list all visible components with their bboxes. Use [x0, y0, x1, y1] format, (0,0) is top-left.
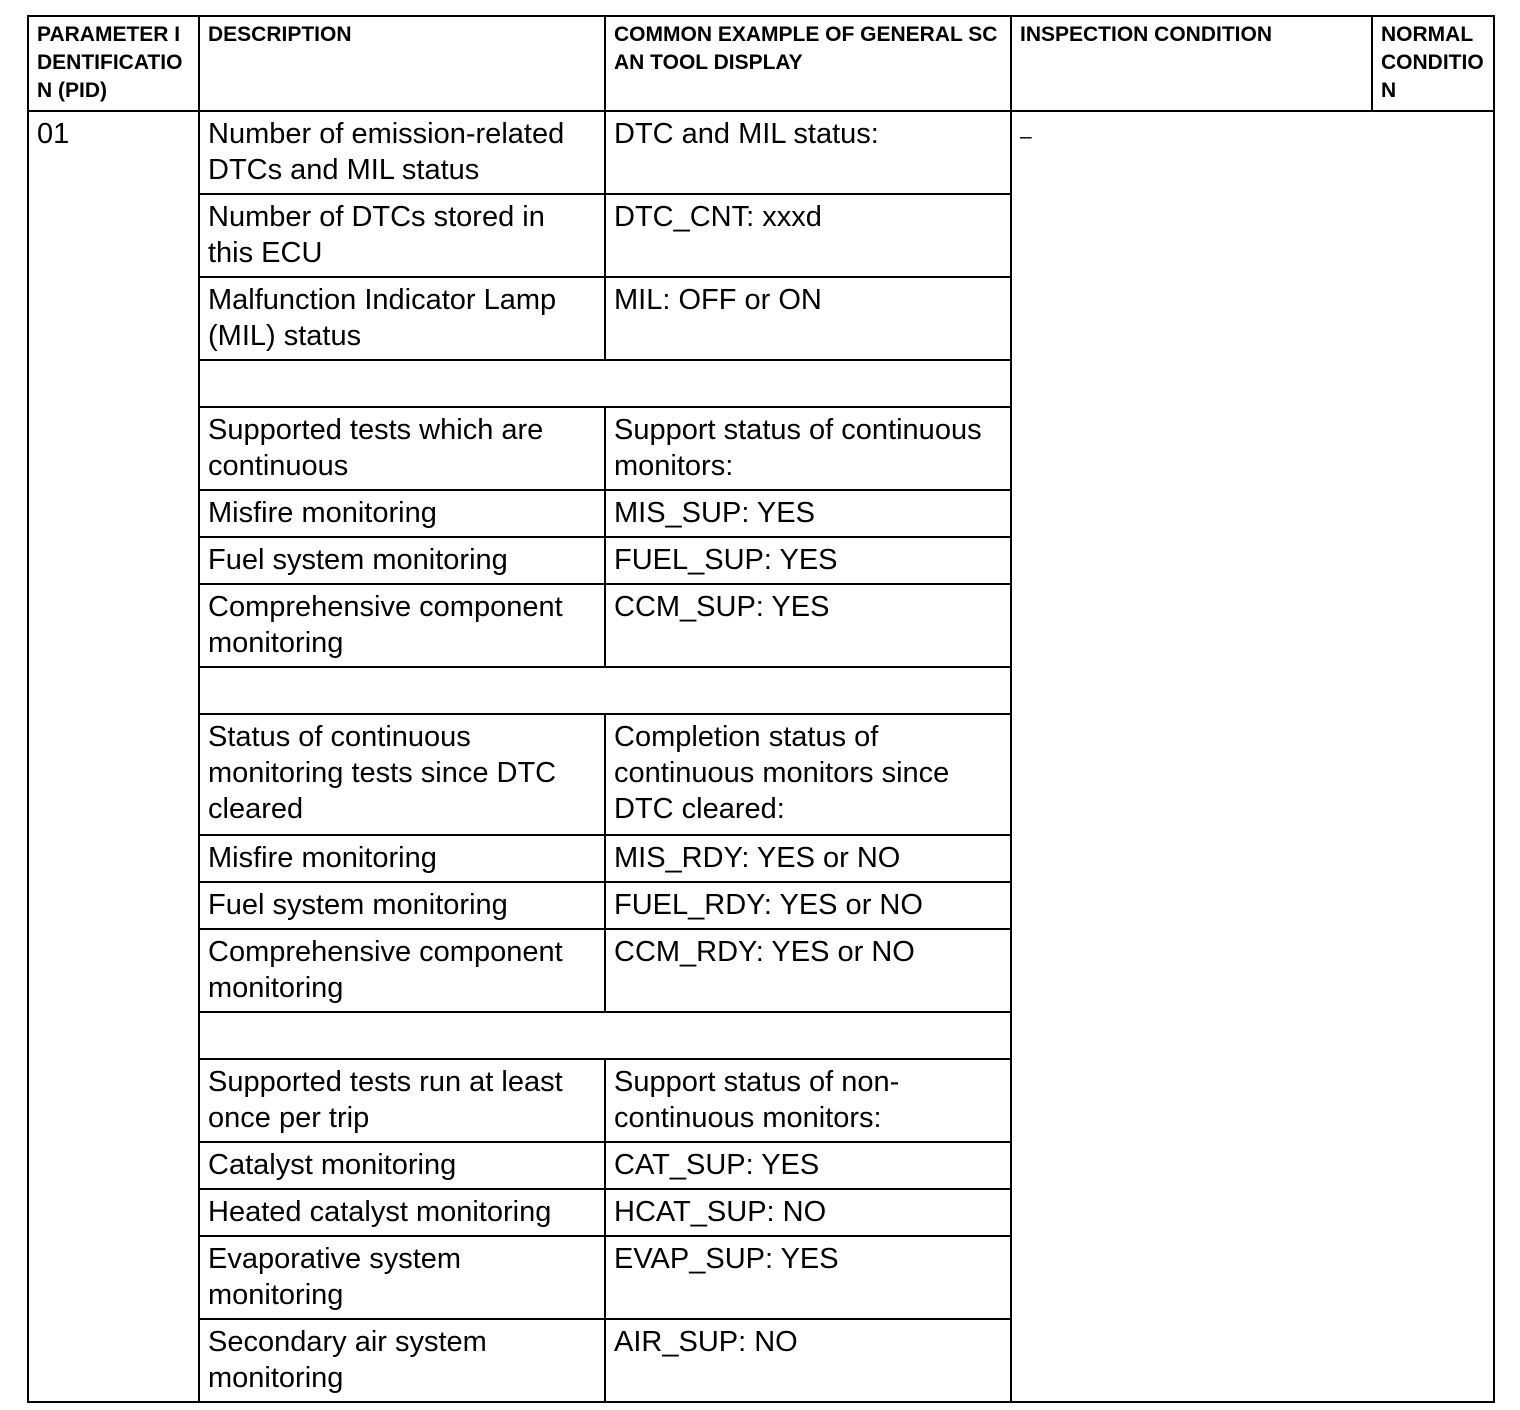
description-cell: Heated catalyst monitoring	[199, 1189, 605, 1236]
header-pid: PARAMETER IDENTIFICATION (PID)	[28, 16, 199, 111]
description-cell: Misfire monitoring	[199, 835, 605, 882]
display-cell: MIS_RDY: YES or NO	[605, 835, 1011, 882]
display-cell: MIS_SUP: YES	[605, 490, 1011, 537]
display-cell: FUEL_RDY: YES or NO	[605, 882, 1011, 929]
display-cell: CCM_RDY: YES or NO	[605, 929, 1011, 1012]
display-cell: CCM_SUP: YES	[605, 584, 1011, 667]
description-cell: Malfunction Indicator Lamp (MIL) status	[199, 277, 605, 360]
description-cell: Supported tests which are continuous	[199, 407, 605, 490]
display-cell: FUEL_SUP: YES	[605, 537, 1011, 584]
description-cell: Number of DTCs stored in this ECU	[199, 194, 605, 277]
description-cell: Number of emission-related DTCs and MIL status	[199, 111, 605, 194]
description-cell: Secondary air system monitoring	[199, 1319, 605, 1402]
description-cell: Status of continuous monitoring tests since DTC cleared	[199, 714, 605, 834]
display-cell: Support status of continuous monitors:	[605, 407, 1011, 490]
display-cell: MIL: OFF or ON	[605, 277, 1011, 360]
display-cell: HCAT_SUP: NO	[605, 1189, 1011, 1236]
inspection-cell	[1011, 111, 1494, 1402]
pid-cell: 01	[28, 111, 199, 1402]
description-cell: Fuel system monitoring	[199, 882, 605, 929]
display-cell: EVAP_SUP: YES	[605, 1236, 1011, 1319]
header-row	[28, 16, 1494, 111]
display-cell: AIR_SUP: NO	[605, 1319, 1011, 1402]
description-cell: Comprehensive component monitoring	[199, 929, 605, 1012]
display-cell: CAT_SUP: YES	[605, 1142, 1011, 1189]
display-cell: Completion status of continuous monitors since DTC cleared:	[605, 714, 1011, 834]
header-inspection: INSPECTION CONDITION	[1011, 16, 1372, 111]
header-display: COMMON EXAMPLE OF GENERAL SCAN TOOL DISPLAY	[605, 16, 1011, 111]
description-cell: Misfire monitoring	[199, 490, 605, 537]
description-cell: Catalyst monitoring	[199, 1142, 605, 1189]
pid-table	[27, 15, 1495, 1403]
description-cell: Comprehensive component monitoring	[199, 584, 605, 667]
description-cell: Supported tests run at least once per trip	[199, 1059, 605, 1142]
table-row	[28, 111, 1494, 194]
empty-cell	[199, 360, 1011, 407]
display-cell: DTC_CNT: xxxd	[605, 194, 1011, 277]
description-cell: Evaporative system monitoring	[199, 1236, 605, 1319]
display-cell: Support status of non-continuous monitors:	[605, 1059, 1011, 1142]
display-cell: DTC and MIL status:	[605, 111, 1011, 194]
header-description: DESCRIPTION	[199, 16, 605, 111]
empty-cell	[199, 1012, 1011, 1059]
inspection-value: –	[1020, 125, 1032, 149]
description-cell: Fuel system monitoring	[199, 537, 605, 584]
empty-cell	[199, 667, 1011, 714]
header-normal: NORMAL CONDITION	[1372, 16, 1494, 111]
